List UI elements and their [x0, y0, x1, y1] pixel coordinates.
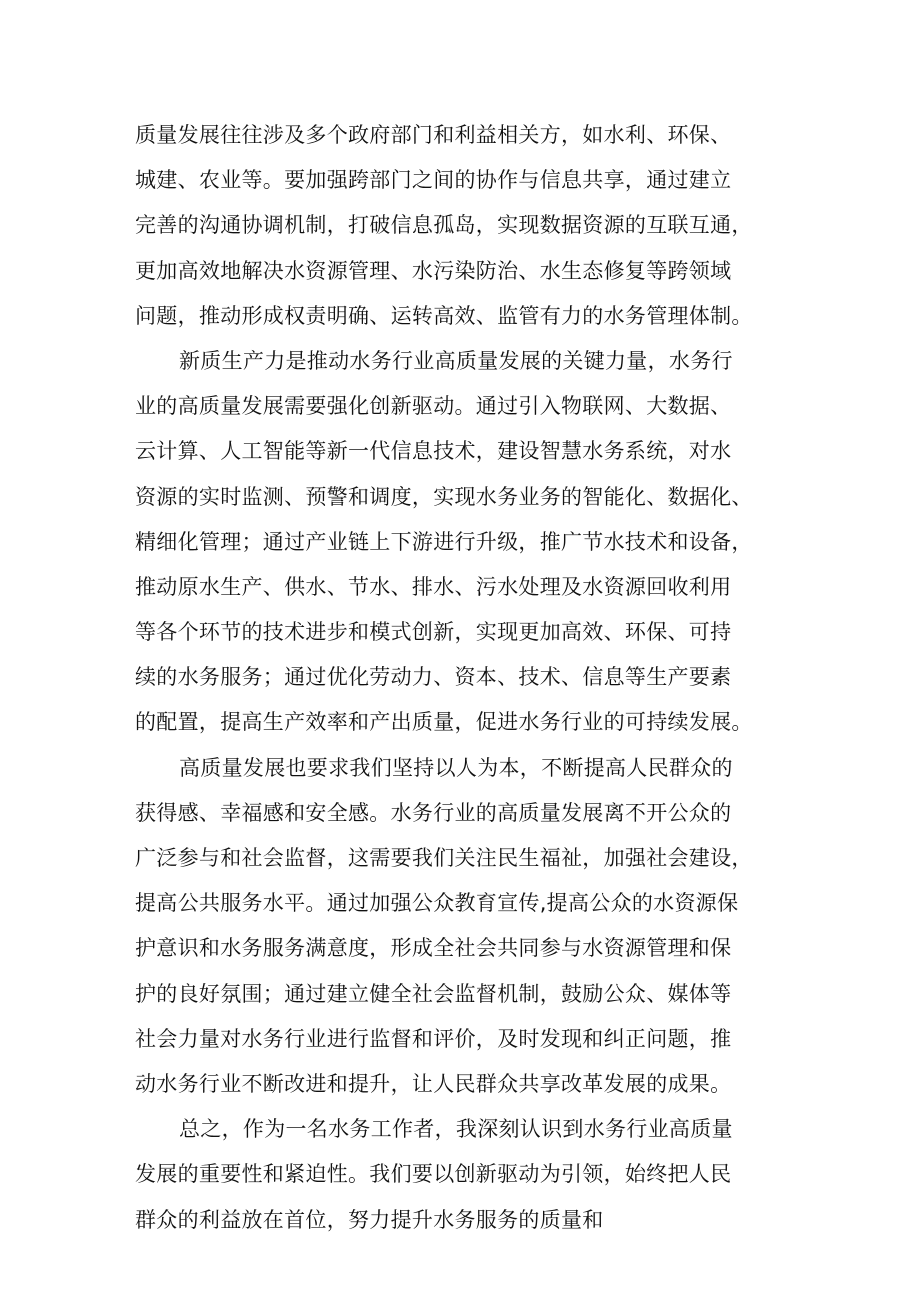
text-line: 高质量发展也要求我们坚持以人为本，不断提高人民群众的: [179, 755, 733, 780]
text-line: 总之，作为一名水务工作者，我深刻认识到水务行业高质量: [179, 1117, 733, 1142]
text-line: 业的高质量发展需要强化创新驱动。通过引入物联网、大数据、: [135, 394, 732, 419]
text-line: 问题，推动形成权责明确、运转高效、监管有力的水务管理体制。: [135, 303, 753, 328]
text-line: 资源的实时监测、预警和调度，实现水务业务的智能化、数据化、: [135, 484, 753, 509]
text-line: 云计算、人工智能等新一代信息技术，建设智慧水务系统，对水: [135, 439, 732, 464]
text-line: 城建、农业等。要加强跨部门之间的协作与信息共享，通过建立: [135, 168, 732, 193]
text-line: 获得感、幸福感和安全感。水务行业的高质量发展离不开公众的: [135, 800, 732, 825]
text-line: 群众的利益放在首位，努力提升水务服务的质量和: [135, 1207, 604, 1232]
text-line: 续的水务服务；通过优化劳动力、资本、技术、信息等生产要素: [135, 665, 732, 690]
text-line: 动水务行业不断改进和提升，让人民群众共享改革发展的成果。: [135, 1071, 732, 1096]
document-body: [135, 113, 795, 1243]
text-line: 护的良好氛围；通过建立健全社会监督机制，鼓励公众、媒体等: [135, 981, 732, 1006]
text-line: 更加高效地解决水资源管理、水污染防治、水生态修复等跨领域: [135, 258, 732, 283]
text-line: 广泛参与和社会监督，这需要我们关注民生福祉，加强社会建设，: [135, 846, 753, 870]
text-line: 的配置，提高生产效率和产出质量，促进水务行业的可持续发展。: [135, 710, 753, 735]
text-line: 新质生产力是推动水务行业高质量发展的关键力量，水务行: [179, 348, 733, 373]
text-line: 发展的重要性和紧迫性。我们要以创新驱动为引领，始终把人民: [135, 1162, 732, 1187]
text-line: 社会力量对水务行业进行监督和评价，及时发现和纠正问题，推: [135, 1026, 732, 1051]
text-line: 提高公共服务水平。通过加强公众教育宣传,提高公众的水资源保: [135, 891, 739, 916]
text-line: 等各个环节的技术进步和模式创新，实现更加高效、环保、可持: [135, 620, 732, 645]
text-line: 护意识和水务服务满意度，形成全社会共同参与水资源管理和保: [135, 936, 732, 961]
text-line: 精细化管理；通过产业链上下游进行升级，推广节水技术和设备，: [135, 529, 753, 554]
text-line: 推动原水生产、供水、节水、排水、污水处理及水资源回收利用: [135, 574, 732, 599]
text-line: 质量发展往往涉及多个政府部门和利益相关方，如水利、环保、: [135, 123, 732, 147]
text-line: 完善的沟通协调机制，打破信息孤岛，实现数据资源的互联互通，: [135, 213, 753, 238]
